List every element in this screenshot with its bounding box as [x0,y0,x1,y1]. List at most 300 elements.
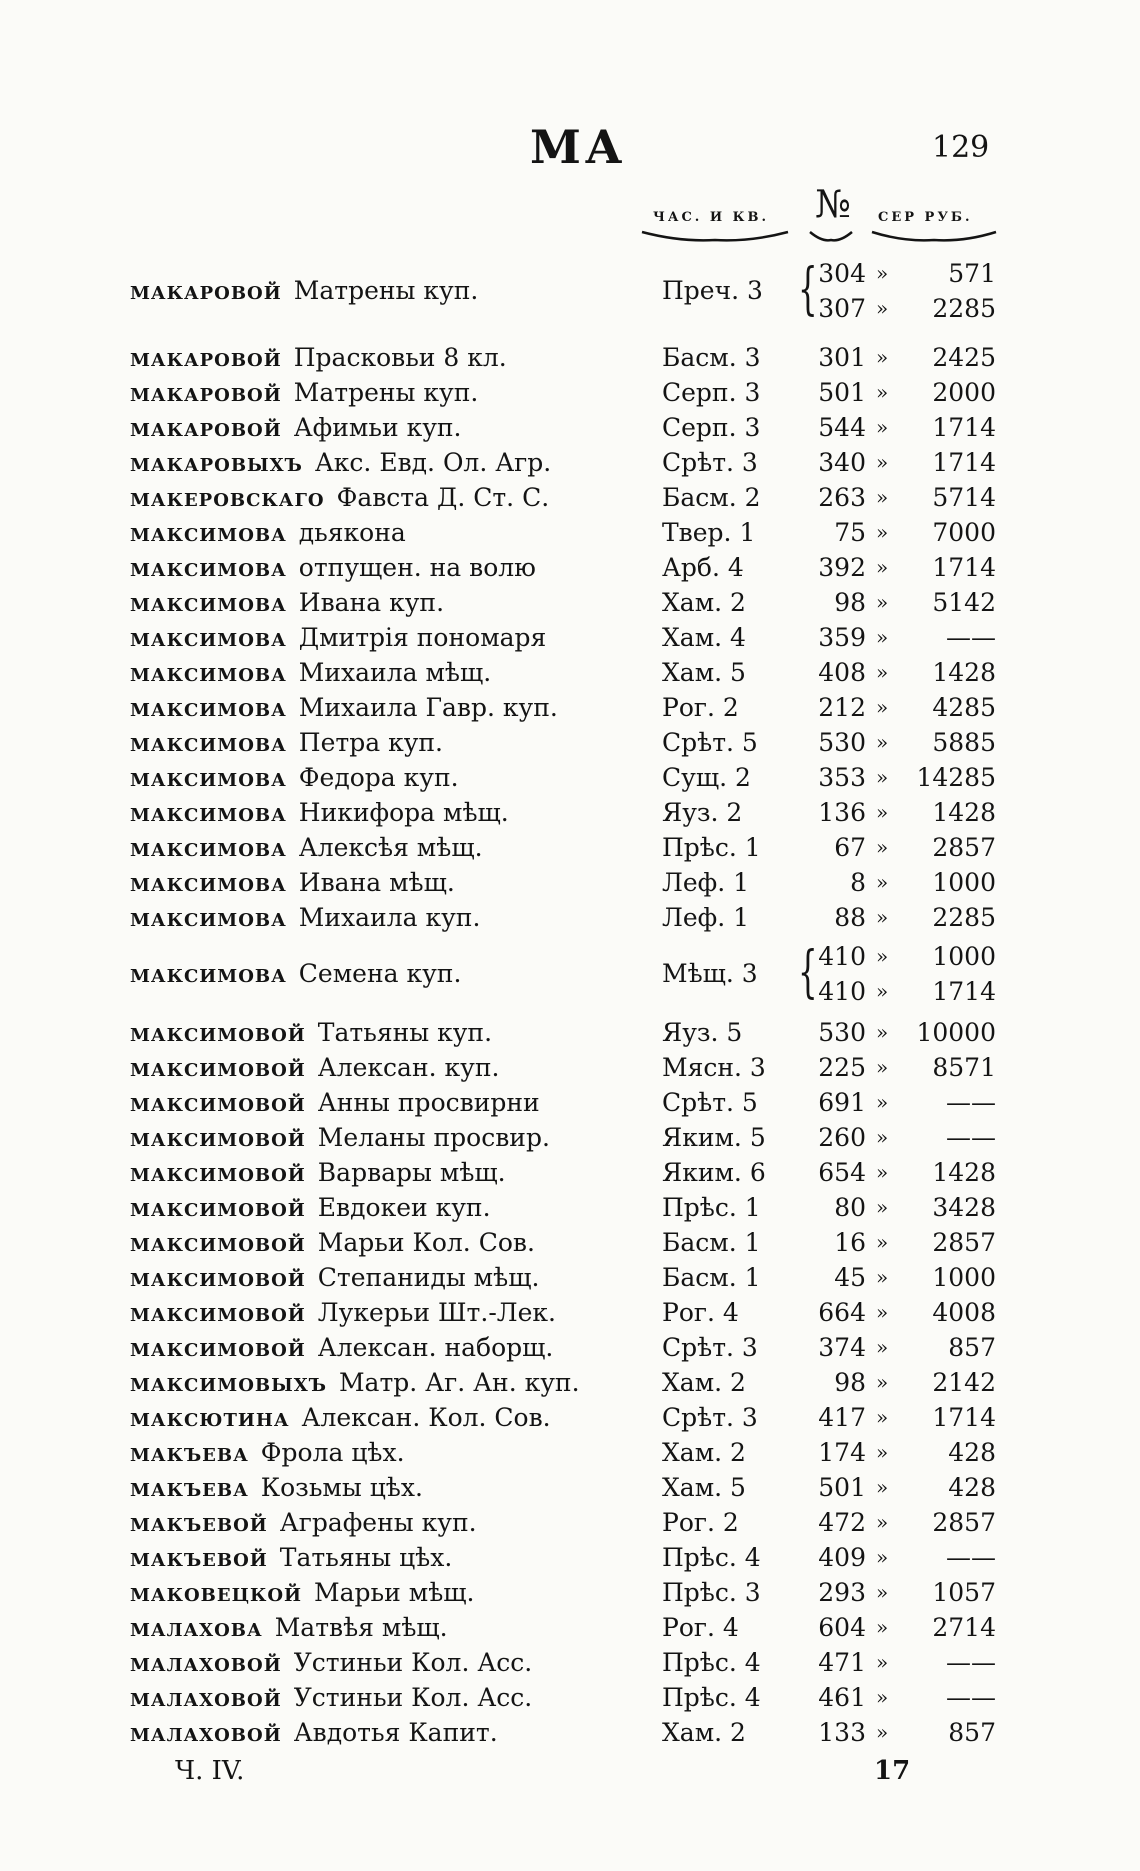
entry-house-number: 16 [834,1228,866,1257]
entry-separator: » [876,1230,889,1254]
entry-silver-rubles: 8571 [932,1053,996,1082]
entry-house-number: 8 [850,868,866,897]
entry-silver-rubles: 1000 [932,942,996,971]
entry-name [130,690,558,725]
entry-separator: » [876,1020,889,1044]
entry-surname: максимова [130,798,287,827]
brace-ornament [640,230,790,244]
entry-part: Прѣс. 1 [662,1193,761,1222]
entry-silver-rubles: —— [946,1543,996,1572]
entry-name [130,1400,551,1435]
entry-house-number: 45 [834,1263,866,1292]
entry-given-name: Алексан. Кол. Сов. [301,1403,551,1432]
entry-silver-rubles: 1428 [932,1158,996,1187]
register-row [0,900,1140,935]
entry-part: Срѣт. 3 [662,1333,758,1362]
register-row [0,550,1140,585]
entry-part: Хам. 5 [662,1473,746,1502]
signature-mark: Ч. IV. [175,1756,245,1786]
entry-given-name: Марьи Кол. Сов. [317,1228,535,1257]
entry-house-number: 293 [818,1578,866,1607]
entry-silver-rubles: 1057 [932,1578,996,1607]
entry-part: Хам. 2 [662,1368,746,1397]
entry-surname: максимовой [130,1333,306,1362]
register-row [0,1295,1140,1330]
entry-silver-rubles: 5142 [932,588,996,617]
entry-separator: » [876,485,889,509]
register-row [0,1085,1140,1120]
entry-separator: » [876,1580,889,1604]
entry-given-name: Ивана куп. [298,588,445,617]
entry-name [130,1680,532,1715]
entry-surname: максимовыхъ [130,1368,327,1397]
entry-house-number: 98 [834,588,866,617]
entry-separator: » [876,1335,889,1359]
register-row [0,1470,1140,1505]
curly-brace-glyph: { [798,257,818,322]
entry-silver-rubles: 1000 [932,1263,996,1292]
entry-name [130,1155,506,1190]
entry-part: Рог. 2 [662,1508,739,1537]
entry-silver-rubles: 571 [948,259,996,288]
entry-silver-rubles: 2857 [932,833,996,862]
page-number: 129 [932,130,990,165]
entry-given-name: Евдокеи куп. [317,1193,491,1222]
register-row [0,1120,1140,1155]
entry-house-number: 501 [818,378,866,407]
entry-silver-rubles: 2857 [932,1228,996,1257]
entry-name [130,1330,553,1365]
entry-separator: » [876,1125,889,1149]
register-row [0,1645,1140,1680]
register-row [0,725,1140,760]
entry-given-name: Дмитрія пономаря [298,623,547,652]
entry-surname: максимовой [130,1123,306,1152]
register-row [0,939,1140,1009]
entry-name [130,273,478,308]
entry-silver-rubles: 857 [948,1718,996,1747]
brace-ornament [808,230,854,244]
entry-name [130,410,462,445]
entry-surname: максимова [130,518,287,547]
entry-name [130,620,546,655]
entry-separator: » [876,835,889,859]
entry-given-name: Фрола цѣх. [260,1438,405,1467]
entry-separator: » [876,520,889,544]
entry-part: Леф. 1 [662,868,750,897]
sheet-number: 17 [874,1756,911,1786]
column-header-silver: СЕР РУБ. [878,210,973,225]
entry-name [130,900,480,935]
entry-surname: макъевой [130,1543,268,1572]
entry-separator: » [876,1405,889,1429]
entry-surname: максимова [130,959,287,988]
entry-part: Басм. 3 [662,343,761,372]
entry-surname: максимова [130,623,287,652]
entry-part: Басм. 2 [662,483,761,512]
entry-name [130,795,509,830]
entry-given-name: Анны просвирни [317,1088,540,1117]
entry-surname: максимова [130,728,287,757]
entry-surname: максимова [130,693,287,722]
entry-silver-rubles: 1714 [932,448,996,477]
entry-silver-rubles: 1714 [932,413,996,442]
register-row [0,1715,1140,1750]
entry-silver-rubles: 2857 [932,1508,996,1537]
entry-part: Хам. 2 [662,1438,746,1467]
entry-separator: » [876,1720,889,1744]
register-row [0,1015,1140,1050]
entry-silver-rubles: 428 [948,1438,996,1467]
entry-house-number: 654 [818,1158,866,1187]
entry-separator: » [876,1265,889,1289]
entry-surname: максимова [130,553,287,582]
entry-house-number: 410 [818,942,866,971]
entry-house-number: 88 [834,903,866,932]
entry-part: Басм. 1 [662,1228,761,1257]
entry-house-number: 530 [818,728,866,757]
entry-surname: максимовой [130,1193,306,1222]
entry-separator: » [876,1440,889,1464]
entry-silver-rubles: 10000 [916,1018,996,1047]
entry-name [130,655,491,690]
entry-silver-rubles: —— [946,1648,996,1677]
entry-name [130,1505,477,1540]
entry-house-number: 260 [818,1123,866,1152]
entry-separator: » [876,1545,889,1569]
entry-surname: максимовой [130,1158,306,1187]
entry-house-number: 604 [818,1613,866,1642]
entry-silver-rubles: 4285 [932,693,996,722]
entry-silver-rubles: 1714 [932,1403,996,1432]
entry-given-name: отпущен. на волю [298,553,536,582]
entry-name [130,956,461,991]
entry-house-number: 374 [818,1333,866,1362]
entry-house-number: 359 [818,623,866,652]
entry-separator: » [876,1510,889,1534]
entry-given-name: Варвары мѣщ. [317,1158,506,1187]
entry-surname: макеровскаго [130,483,325,512]
entry-surname: максимовой [130,1053,306,1082]
entry-house-number: 67 [834,833,866,862]
entry-house-number: 353 [818,763,866,792]
register-row [0,1540,1140,1575]
entry-part: Рог. 4 [662,1613,739,1642]
register-row [0,620,1140,655]
register-row [0,1330,1140,1365]
entry-separator: » [876,625,889,649]
entry-part: Яким. 6 [662,1158,766,1187]
entry-separator: » [876,261,889,285]
entry-name [130,1575,474,1610]
entry-part: Басм. 1 [662,1263,761,1292]
entry-silver-rubles: 2425 [932,343,996,372]
entry-part: Серп. 3 [662,378,761,407]
register-row [0,1575,1140,1610]
register-row [0,1155,1140,1190]
register-row [0,655,1140,690]
entry-name [130,1540,452,1575]
entry-silver-rubles: 1428 [932,658,996,687]
entry-silver-rubles: 2285 [932,294,996,323]
entry-name [130,830,483,865]
entry-silver-rubles: 1428 [932,798,996,827]
entry-part: Рог. 4 [662,1298,739,1327]
entry-separator: » [876,1195,889,1219]
entry-surname: максимова [130,903,287,932]
entry-silver-rubles: 1000 [932,868,996,897]
entry-separator: » [876,730,889,754]
entry-surname: маковецкой [130,1578,303,1607]
register-row [0,410,1140,445]
entry-part: Яуз. 2 [662,798,743,827]
entry-surname: максимовой [130,1298,306,1327]
entry-part: Сущ. 2 [662,763,751,792]
entry-part: Серп. 3 [662,413,761,442]
entry-part: Хам. 2 [662,588,746,617]
entry-given-name: Устиньи Кол. Асс. [293,1648,533,1677]
entry-house-number: 263 [818,483,866,512]
entry-separator: » [876,979,889,1003]
entry-given-name: Меланы просвир. [317,1123,550,1152]
register-row [0,760,1140,795]
register-row [0,865,1140,900]
entry-house-number: 409 [818,1543,866,1572]
entry-name [130,340,507,375]
entry-house-number: 471 [818,1648,866,1677]
entry-given-name: Козьмы цѣх. [260,1473,423,1502]
entry-given-name: Татьяны цѣх. [279,1543,453,1572]
entry-given-name: дьякона [298,518,406,547]
entry-part: Срѣт. 3 [662,448,758,477]
entry-given-name: Семена куп. [298,959,462,988]
entry-separator: » [876,380,889,404]
entry-given-name: Михаила куп. [298,903,481,932]
curly-brace-glyph: { [798,940,818,1005]
entry-part: Арб. 4 [662,553,744,582]
entry-part: Хам. 5 [662,658,746,687]
entry-house-number: 75 [834,518,866,547]
entry-name [130,1435,405,1470]
register-row [0,1190,1140,1225]
register-row [0,1505,1140,1540]
entry-silver-rubles: 428 [948,1473,996,1502]
register-row [0,1225,1140,1260]
entry-house-number: 392 [818,553,866,582]
entry-given-name: Прасковьи 8 кл. [293,343,507,372]
brace-ornament [870,230,998,244]
entry-given-name: Алексан. наборщ. [317,1333,554,1362]
entry-silver-rubles: 5885 [932,728,996,757]
entry-part: Преч. 3 [662,276,763,305]
entry-part: Леф. 1 [662,903,750,932]
entry-house-number: 212 [818,693,866,722]
entry-surname: малаховой [130,1683,282,1712]
entry-given-name: Ивана мѣщ. [298,868,455,897]
entry-given-name: Аграфены куп. [279,1508,477,1537]
entry-name [130,550,536,585]
entry-house-number: 472 [818,1508,866,1537]
entry-surname: макъева [130,1438,249,1467]
register-row [0,445,1140,480]
entry-separator: » [876,296,889,320]
entry-separator: » [876,944,889,968]
entry-surname: малахова [130,1613,263,1642]
register-table [0,252,1140,1750]
entry-house-number: 501 [818,1473,866,1502]
register-row [0,1365,1140,1400]
entry-separator: » [876,765,889,789]
entry-separator: » [876,905,889,929]
entry-surname: макаровой [130,343,282,372]
entry-separator: » [876,1300,889,1324]
entry-name [130,375,478,410]
entry-name [130,1120,550,1155]
entry-separator: » [876,870,889,894]
entry-name [130,585,444,620]
entry-separator: » [876,450,889,474]
entry-given-name: Матрены куп. [293,276,479,305]
entry-name [130,1470,423,1505]
entry-given-name: Афимьи куп. [293,413,462,442]
running-head [0,120,1140,180]
entry-surname: максимовой [130,1018,306,1047]
entry-part: Хам. 2 [662,1718,746,1747]
entry-surname: макаровыхъ [130,448,303,477]
entry-house-number: 530 [818,1018,866,1047]
entry-given-name: Акс. Евд. Ол. Агр. [314,448,552,477]
entry-silver-rubles: —— [946,623,996,652]
entry-name [130,445,551,480]
entry-given-name: Петра куп. [298,728,444,757]
entry-separator: » [876,800,889,824]
entry-name [130,480,549,515]
entry-surname: макъевой [130,1508,268,1537]
register-row [0,1400,1140,1435]
entry-silver-rubles: 2000 [932,378,996,407]
entry-separator: » [876,1615,889,1639]
entry-name [130,1190,491,1225]
entry-silver-rubles: —— [946,1088,996,1117]
register-row [0,1260,1140,1295]
entry-silver-rubles: 857 [948,1333,996,1362]
entry-silver-rubles: 4008 [932,1298,996,1327]
entry-name [130,760,459,795]
entry-name [130,1225,535,1260]
entry-given-name: Фавста Д. Ст. С. [336,483,550,512]
entry-part: Прѣс. 3 [662,1578,761,1607]
entry-name [130,1050,499,1085]
register-row [0,795,1140,830]
entry-surname: максимовой [130,1088,306,1117]
register-row [0,1680,1140,1715]
entry-surname: макаровой [130,276,282,305]
entry-silver-rubles: —— [946,1123,996,1152]
column-header-part: ЧАС. И КВ. [653,210,770,225]
entry-name [130,515,406,550]
entry-part: Срѣт. 5 [662,728,758,757]
register-row [0,585,1140,620]
register-row [0,375,1140,410]
register-row [0,1435,1140,1470]
entry-silver-rubles: 14285 [916,763,996,792]
page-footer [0,1756,1140,1796]
entry-silver-rubles: 2714 [932,1613,996,1642]
entry-silver-rubles: 7000 [932,518,996,547]
register-row [0,480,1140,515]
entry-house-number: 304 [818,259,866,288]
entry-house-number: 410 [818,977,866,1006]
entry-given-name: Алексѣя мѣщ. [298,833,483,862]
entry-surname: малаховой [130,1718,282,1747]
entry-given-name: Лукерьи Шт.-Лек. [317,1298,556,1327]
entry-part: Хам. 4 [662,623,746,652]
entry-house-number: 301 [818,343,866,372]
entry-house-number: 417 [818,1403,866,1432]
entry-surname: макаровой [130,378,282,407]
entry-separator: » [876,1685,889,1709]
entry-surname: максютина [130,1403,290,1432]
entry-separator: » [876,1090,889,1114]
entry-given-name: Никифора мѣщ. [298,798,509,827]
entry-given-name: Михаила Гавр. куп. [298,693,558,722]
entry-separator: » [876,1055,889,1079]
entry-surname: макаровой [130,413,282,442]
entry-separator: » [876,590,889,614]
entry-part: Яуз. 5 [662,1018,743,1047]
register-row [0,1610,1140,1645]
entry-name [130,865,455,900]
entry-house-number: 174 [818,1438,866,1467]
entry-part: Срѣт. 5 [662,1088,758,1117]
entry-name [130,1260,539,1295]
entry-given-name: Матр. Аг. Ан. куп. [338,1368,580,1397]
entry-given-name: Алексан. куп. [317,1053,500,1082]
entry-separator: » [876,1160,889,1184]
entry-separator: » [876,695,889,719]
entry-house-number: 133 [818,1718,866,1747]
entry-house-number: 307 [818,294,866,323]
entry-house-number: 225 [818,1053,866,1082]
entry-silver-rubles: 2142 [932,1368,996,1397]
entry-house-number: 544 [818,413,866,442]
entry-silver-rubles: 5714 [932,483,996,512]
entry-silver-rubles: 3428 [932,1193,996,1222]
column-header-number: № [815,182,851,226]
entry-separator: » [876,1370,889,1394]
column-headers [0,182,1140,262]
entry-silver-rubles: 1714 [932,977,996,1006]
entry-separator: » [876,1475,889,1499]
entry-surname: макъева [130,1473,249,1502]
entry-name [130,1610,448,1645]
entry-surname: максимова [130,588,287,617]
entry-part: Прѣс. 4 [662,1683,761,1712]
entry-surname: максимова [130,833,287,862]
entry-given-name: Матвѣя мѣщ. [274,1613,448,1642]
entry-given-name: Марьи мѣщ. [314,1578,475,1607]
entry-part: Твер. 1 [662,518,756,547]
entry-separator: » [876,415,889,439]
entry-name [130,1015,492,1050]
entry-given-name: Матрены куп. [293,378,479,407]
register-row [0,690,1140,725]
entry-surname: максимовой [130,1228,306,1257]
register-row [0,515,1140,550]
entry-part: Яким. 5 [662,1123,766,1152]
entry-given-name: Федора куп. [298,763,459,792]
entry-name [130,1295,556,1330]
